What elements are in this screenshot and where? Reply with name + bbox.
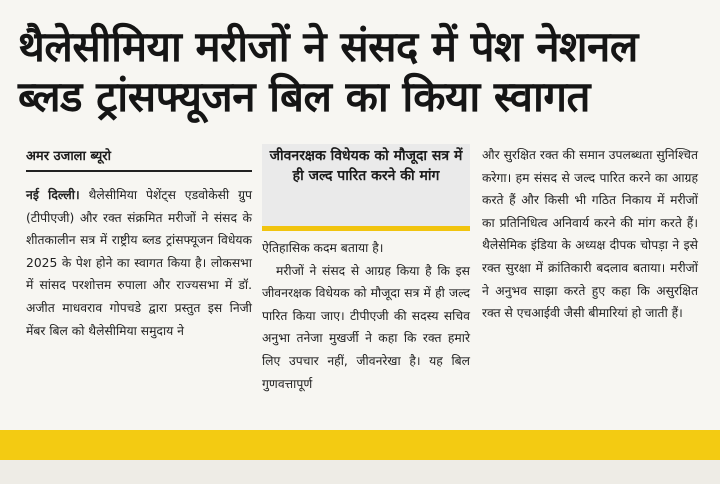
left-column-text: थैलेसीमिया पेशेंट्स एडवोकेसी ग्रुप (टीपीएजी) और रक्त संक्रमित मरीजों ने संसद के शीतकालीन सत्र में राष्ट्रीय ब्लड ट्रांसफ्यूजन विधेयक 2025 के पेश होने का स्वागत किया है। लोकसभा में सांसद परशोत्तम रुपाला और राज्यसभा में डॉ. अजीत माधवराव गोपचडे द्वारा प्रस्तुत इस निजी मेंबर बिल को थैलेसीमिया समुदाय ने: [26, 188, 252, 338]
article-column-left: [26, 184, 252, 342]
middle-column-para-2: मरीजों ने संसद से आग्रह किया है कि इस जीवनरक्षक विधेयक को मौजूदा सत्र में ही जल्द पारित किया जाए। टीपीएजी की सदस्य सचिव अनुभा तनेजा मुखर्जी ने कहा कि रक्त हमारे लिए उपचार नहीं, जीवनरेखा है। यह बिल गुणवत्तापूर्ण: [262, 263, 470, 391]
dateline: नई दिल्ली।: [26, 188, 80, 202]
article-column-middle: [262, 237, 470, 395]
previous-article-fragment: [14, 0, 714, 5]
headline-line-2: ब्लड ट्रांसफ्यूजन बिल का किया स्वागत: [18, 72, 590, 121]
middle-column-para-1: ऐतिहासिक कदम बताया है।: [262, 241, 384, 255]
bottom-margin: [0, 460, 720, 484]
right-column-text: और सुरक्षित रक्त की समान उपलब्धता सुनिश्चित करेगा। हम संसद से जल्द पारित करने का आग्रह करते हैं और किसी भी गठित निकाय में मरीजों का प्रतिनिधित्व अनिवार्य करने की मांग करते हैं। थैलेसेमिक इंडिया के अध्यक्ष दीपक चोपड़ा ने इसे रक्त सुरक्षा में क्रांतिकारी बदलाव बताया। मरीजों ने अनुभव साझा करते हुए कहा कि असुरक्षित रक्त से एचआईवी जैसी बीमारियां हो जाती हैं।: [482, 148, 698, 321]
pull-quote-underline: [262, 226, 470, 231]
headline-line-1: थैलेसीमिया मरीजों ने संसद में पेश नेशनल: [18, 22, 638, 71]
pull-quote: जीवनरक्षक विधेयक को मौजूदा सत्र में ही जल्द पारित करने की मांग: [262, 144, 470, 226]
headline: [18, 22, 708, 122]
yellow-footer-band: [0, 430, 720, 460]
article-column-right: [482, 144, 698, 325]
byline: अमर उजाला ब्यूरो: [26, 149, 111, 164]
byline-divider: [26, 170, 252, 172]
